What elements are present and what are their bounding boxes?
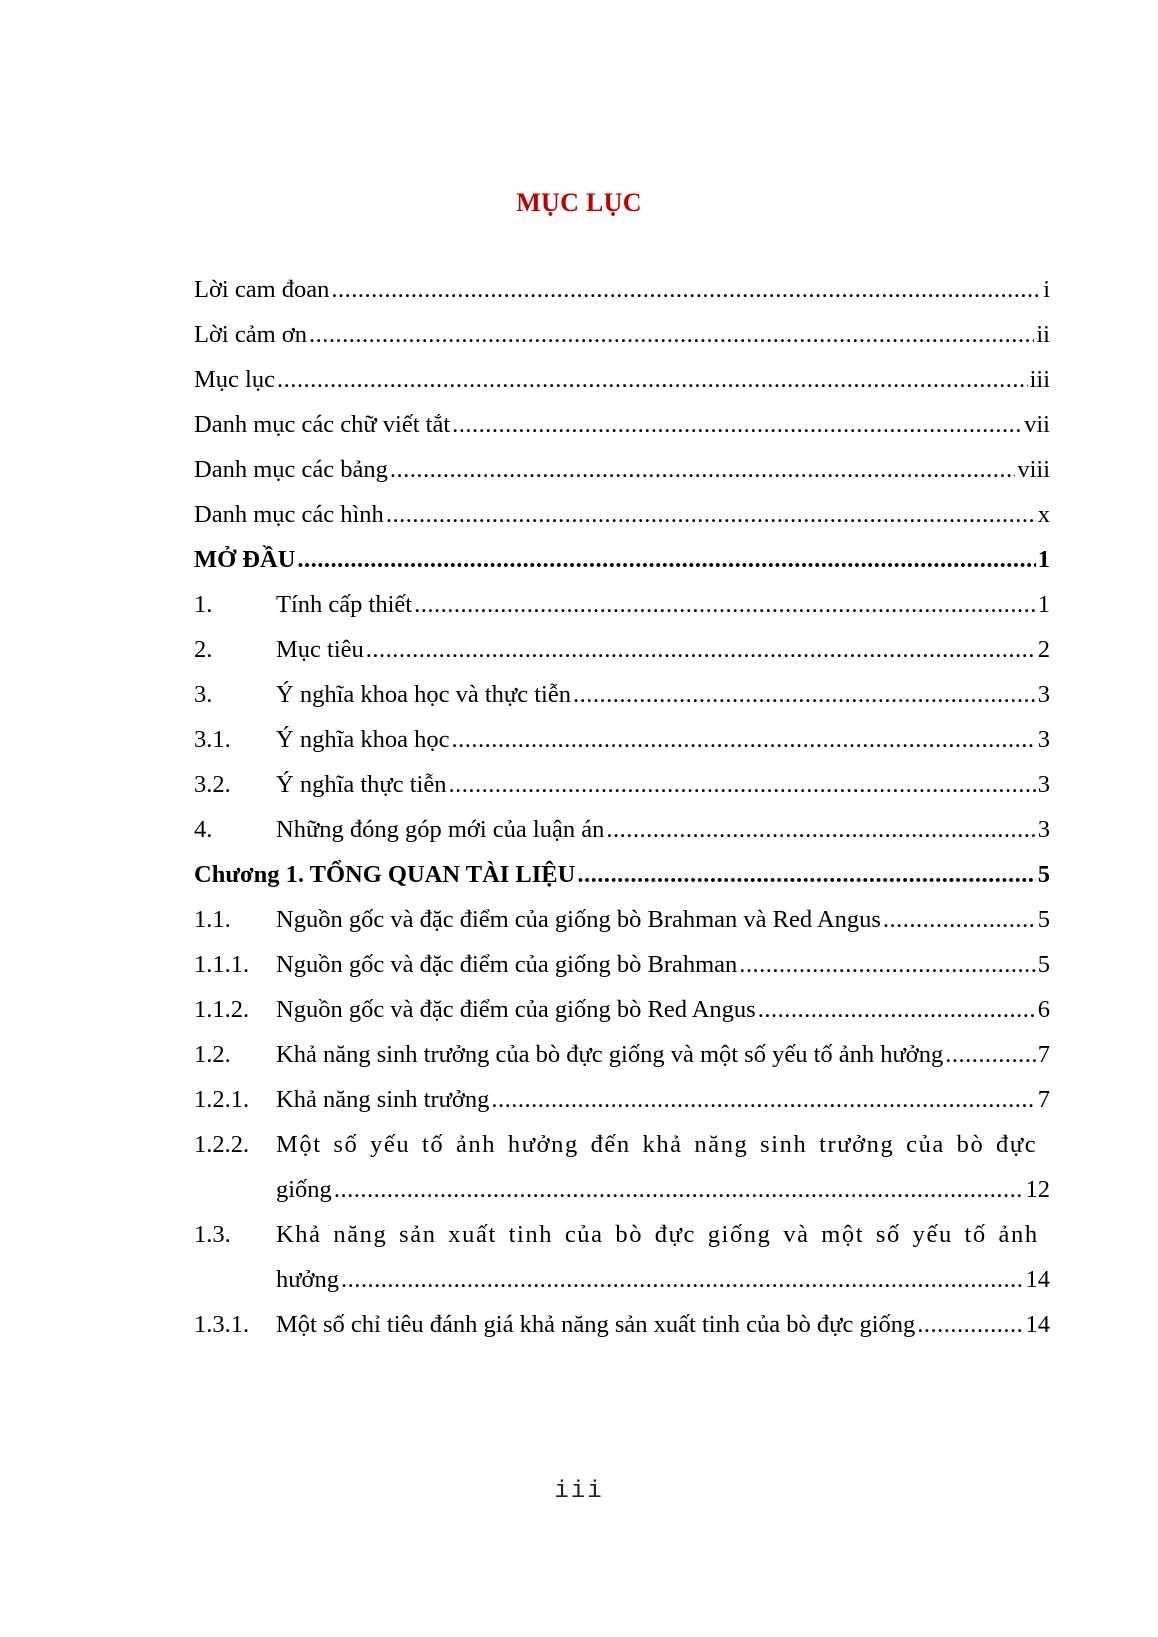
dot-leader	[297, 542, 1035, 578]
toc-entry-continuation[interactable]	[194, 1172, 1050, 1208]
toc-entry[interactable]	[194, 1307, 1050, 1343]
toc-entry[interactable]	[194, 497, 1050, 533]
dot-leader	[758, 992, 1036, 1028]
toc-entry-number: 1.2.2.	[194, 1131, 250, 1158]
toc-entry-label: Nguồn gốc và đặc điểm của giống bò Brahman và Red Angus	[276, 906, 881, 933]
toc-entry-page: 5	[1037, 861, 1050, 888]
toc-entry-number: 1.3.1.	[194, 1311, 250, 1338]
toc-entry-label: MỞ ĐẦU	[194, 546, 296, 573]
toc-entry-page: viii	[1017, 456, 1050, 483]
toc-entry-label-cont: hưởng	[276, 1266, 339, 1293]
toc-entry-number: 3.	[194, 681, 213, 708]
toc-entry-page: 3	[1037, 726, 1050, 753]
toc-entry-label: Mục tiêu	[276, 636, 364, 663]
page-number-footer: iii	[554, 1478, 604, 1505]
toc-entry-page: 1	[1037, 546, 1050, 573]
toc-title: MỤC LỤC	[516, 188, 642, 217]
toc-entry-label: Tính cấp thiết	[276, 591, 413, 618]
dot-leader	[945, 1037, 1035, 1073]
toc-entry-label: Khả năng sản xuất tinh của bò đực giống và một số yếu tố ảnh	[276, 1221, 1039, 1248]
toc-entry-label: Lời cảm ơn	[194, 321, 307, 348]
toc-entry-page: iii	[1029, 366, 1050, 393]
toc-entry-page: 1	[1037, 591, 1050, 618]
toc-entry-page: 6	[1037, 996, 1050, 1023]
toc-entry-number: 1.2.1.	[194, 1086, 250, 1113]
toc-entry-page: x	[1037, 501, 1050, 528]
dot-leader	[390, 452, 1015, 488]
dot-leader	[277, 362, 1028, 398]
dot-leader	[309, 317, 1034, 353]
dot-leader	[331, 272, 1041, 308]
toc-entry-label-cont: giống	[276, 1176, 332, 1203]
toc-entry[interactable]	[194, 902, 1050, 938]
toc-entry[interactable]	[194, 587, 1050, 623]
toc-entry[interactable]	[194, 992, 1050, 1028]
toc-entry-page: 14	[1025, 1311, 1050, 1338]
toc-entry-number: 4.	[194, 816, 213, 843]
toc-entry-number: 1.2.	[194, 1041, 231, 1068]
dot-leader	[606, 812, 1035, 848]
toc-entry[interactable]	[194, 812, 1050, 848]
toc-entry-label: Chương 1. TỔNG QUAN TÀI LIỆU	[194, 861, 576, 888]
toc-entry-label: Nguồn gốc và đặc điểm của giống bò Brahman	[276, 951, 738, 978]
toc-entry-label: Một số chỉ tiêu đánh giá khả năng sản xuất tinh của bò đực giống	[276, 1311, 916, 1338]
toc-entry-number: 1.1.2.	[194, 996, 250, 1023]
toc-entry-number: 1.1.1.	[194, 951, 250, 978]
toc-entry[interactable]	[194, 362, 1050, 398]
toc-entry-label: Danh mục các bảng	[194, 456, 388, 483]
dot-leader	[577, 857, 1035, 893]
toc-entry-continuation[interactable]	[194, 1262, 1050, 1298]
toc-entry-number: 1.	[194, 591, 213, 618]
toc-entry-label: Ý nghĩa khoa học	[276, 726, 450, 753]
toc-entry[interactable]	[194, 452, 1050, 488]
toc-entry-page: 2	[1037, 636, 1050, 663]
dot-leader	[491, 1082, 1035, 1118]
toc-entry-number: 1.3.	[194, 1221, 231, 1248]
toc-entry[interactable]	[194, 632, 1050, 668]
toc-entry-label: Khả năng sinh trưởng	[276, 1086, 490, 1113]
dot-leader	[917, 1307, 1023, 1343]
toc-entry-label: Nguồn gốc và đặc điểm của giống bò Red Angus	[276, 996, 756, 1023]
toc-entry-page: 3	[1037, 816, 1050, 843]
toc-entry-label: Mục lục	[194, 366, 275, 393]
dot-leader	[341, 1262, 1024, 1298]
toc-entry-page: ii	[1036, 321, 1050, 348]
toc-entry-number: 2.	[194, 636, 213, 663]
toc-entry[interactable]	[194, 857, 1050, 893]
dot-leader	[414, 587, 1036, 623]
toc-entry-page: 7	[1037, 1041, 1050, 1068]
toc-entry-page: 7	[1037, 1086, 1050, 1113]
toc-entry-page: 5	[1037, 951, 1050, 978]
toc-entry-page: 5	[1037, 906, 1050, 933]
dot-leader	[366, 632, 1036, 668]
dot-leader	[386, 497, 1036, 533]
toc-entry-number: 1.1.	[194, 906, 231, 933]
dot-leader	[739, 947, 1035, 983]
toc-entry-label: Lời cam đoan	[194, 276, 330, 303]
toc-entry[interactable]	[194, 947, 1050, 983]
toc-entry[interactable]	[194, 542, 1050, 578]
toc-entry-label: Khả năng sinh trưởng của bò đực giống và một số yếu tố ảnh hưởng	[276, 1041, 944, 1068]
dot-leader	[883, 902, 1036, 938]
toc-entry-label: Những đóng góp mới của luận án	[276, 816, 605, 843]
toc-entry[interactable]	[194, 677, 1050, 713]
toc-entry[interactable]	[194, 1037, 1050, 1073]
toc-entry-label: Danh mục các hình	[194, 501, 384, 528]
toc-entry[interactable]	[194, 1127, 1050, 1163]
toc-entry-page: 3	[1037, 771, 1050, 798]
toc-entry[interactable]	[194, 1217, 1050, 1253]
toc-entry-number: 3.1.	[194, 726, 231, 753]
toc-entry-label: Danh mục các chữ viết tắt	[194, 411, 451, 438]
toc-entry-label: Ý nghĩa khoa học và thực tiễn	[276, 681, 571, 708]
dot-leader	[452, 722, 1036, 758]
toc-entry-page: 3	[1037, 681, 1050, 708]
toc-entry-page: vii	[1024, 411, 1050, 438]
toc-entry-number: 3.2.	[194, 771, 231, 798]
toc-entry[interactable]	[194, 407, 1050, 443]
toc-entry-label: Ý nghĩa thực tiễn	[276, 771, 447, 798]
dot-leader	[573, 677, 1036, 713]
dot-leader	[334, 1172, 1024, 1208]
toc-entry[interactable]	[194, 1082, 1050, 1118]
toc-entry-page: 12	[1025, 1176, 1050, 1203]
toc-entry[interactable]	[194, 272, 1050, 308]
toc-entry[interactable]	[194, 722, 1050, 758]
dot-leader	[448, 767, 1035, 803]
toc-entry-page: 14	[1025, 1266, 1050, 1293]
dot-leader	[452, 407, 1022, 443]
toc-entry[interactable]	[194, 767, 1050, 803]
toc-entry[interactable]	[194, 317, 1050, 353]
toc-entry-page: i	[1043, 276, 1050, 303]
toc-entry-label: Một số yếu tố ảnh hưởng đến khả năng sinh trưởng của bò đực	[276, 1131, 1038, 1158]
